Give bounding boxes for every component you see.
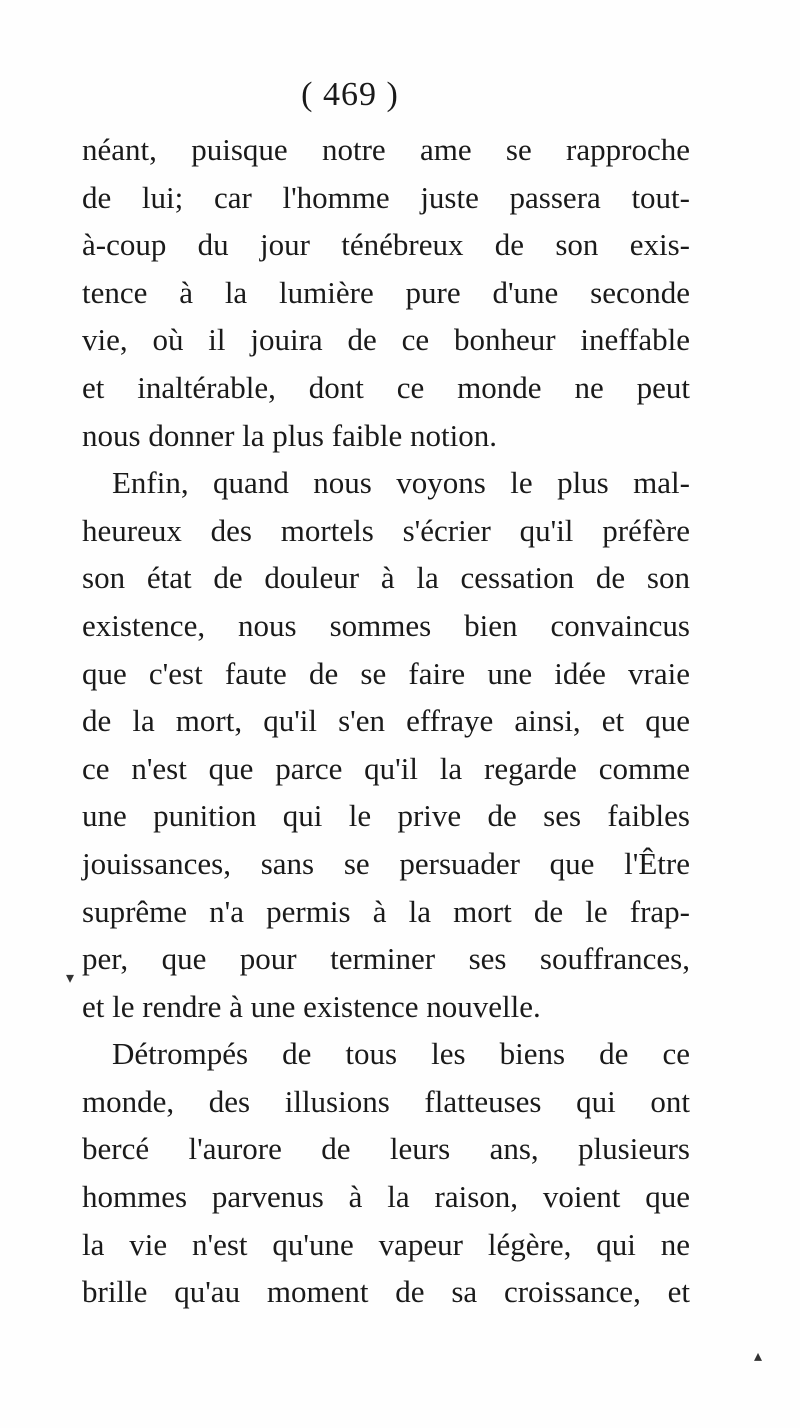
text-line: à-coup du jour ténébreux de son exis-	[82, 227, 690, 263]
print-speck-mark: ▾	[66, 970, 75, 987]
text-line: ce n'est que parce qu'il la regarde comme	[82, 750, 690, 786]
text-line: suprême n'a permis à la mort de le frap-	[82, 893, 690, 929]
text-line: monde, des illusions flatteuses qui ont	[82, 1083, 690, 1119]
text-line: nous donner la plus faible notion.	[82, 417, 497, 453]
text-line: brille qu'au moment de sa croissance, et	[82, 1274, 690, 1310]
text-line: une punition qui le prive de ses faibles	[82, 798, 690, 834]
text-line: hommes parvenus à la raison, voient que	[82, 1179, 690, 1215]
text-line: Enfin, quand nous voyons le plus mal-	[112, 465, 690, 501]
text-line: existence, nous sommes bien convaincus	[82, 607, 690, 643]
text-line: per, que pour terminer ses souffrances,	[82, 941, 690, 977]
text-line: néant, puisque notre ame se rapproche	[82, 132, 690, 167]
text-line: vie, où il jouira de ce bonheur ineffable	[82, 322, 690, 358]
text-line: de lui; car l'homme juste passera tout-	[82, 179, 690, 215]
text-line: tence à la lumière pure d'une seconde	[82, 274, 690, 310]
text-line: bercé l'aurore de leurs ans, plusieurs	[82, 1131, 690, 1167]
body-text	[82, 126, 690, 1316]
text-line: Détrompés de tous les biens de ce	[112, 1036, 690, 1072]
text-line: de la mort, qu'il s'en effraye ainsi, et que	[82, 703, 690, 739]
text-line: heureux des mortels s'écrier qu'il préfère	[82, 512, 690, 548]
print-speck-mark: ▴	[754, 1348, 763, 1365]
text-line: et inaltérable, dont ce monde ne peut	[82, 369, 690, 405]
page-number: ( 469 )	[301, 76, 399, 113]
text-line: la vie n'est qu'une vapeur légère, qui ne	[82, 1226, 690, 1262]
text-line: que c'est faute de se faire une idée vraie	[82, 655, 690, 691]
text-line: et le rendre à une existence nouvelle.	[82, 988, 541, 1024]
text-line: jouissances, sans se persuader que l'Être	[82, 845, 690, 881]
text-line: son état de douleur à la cessation de son	[82, 560, 690, 596]
